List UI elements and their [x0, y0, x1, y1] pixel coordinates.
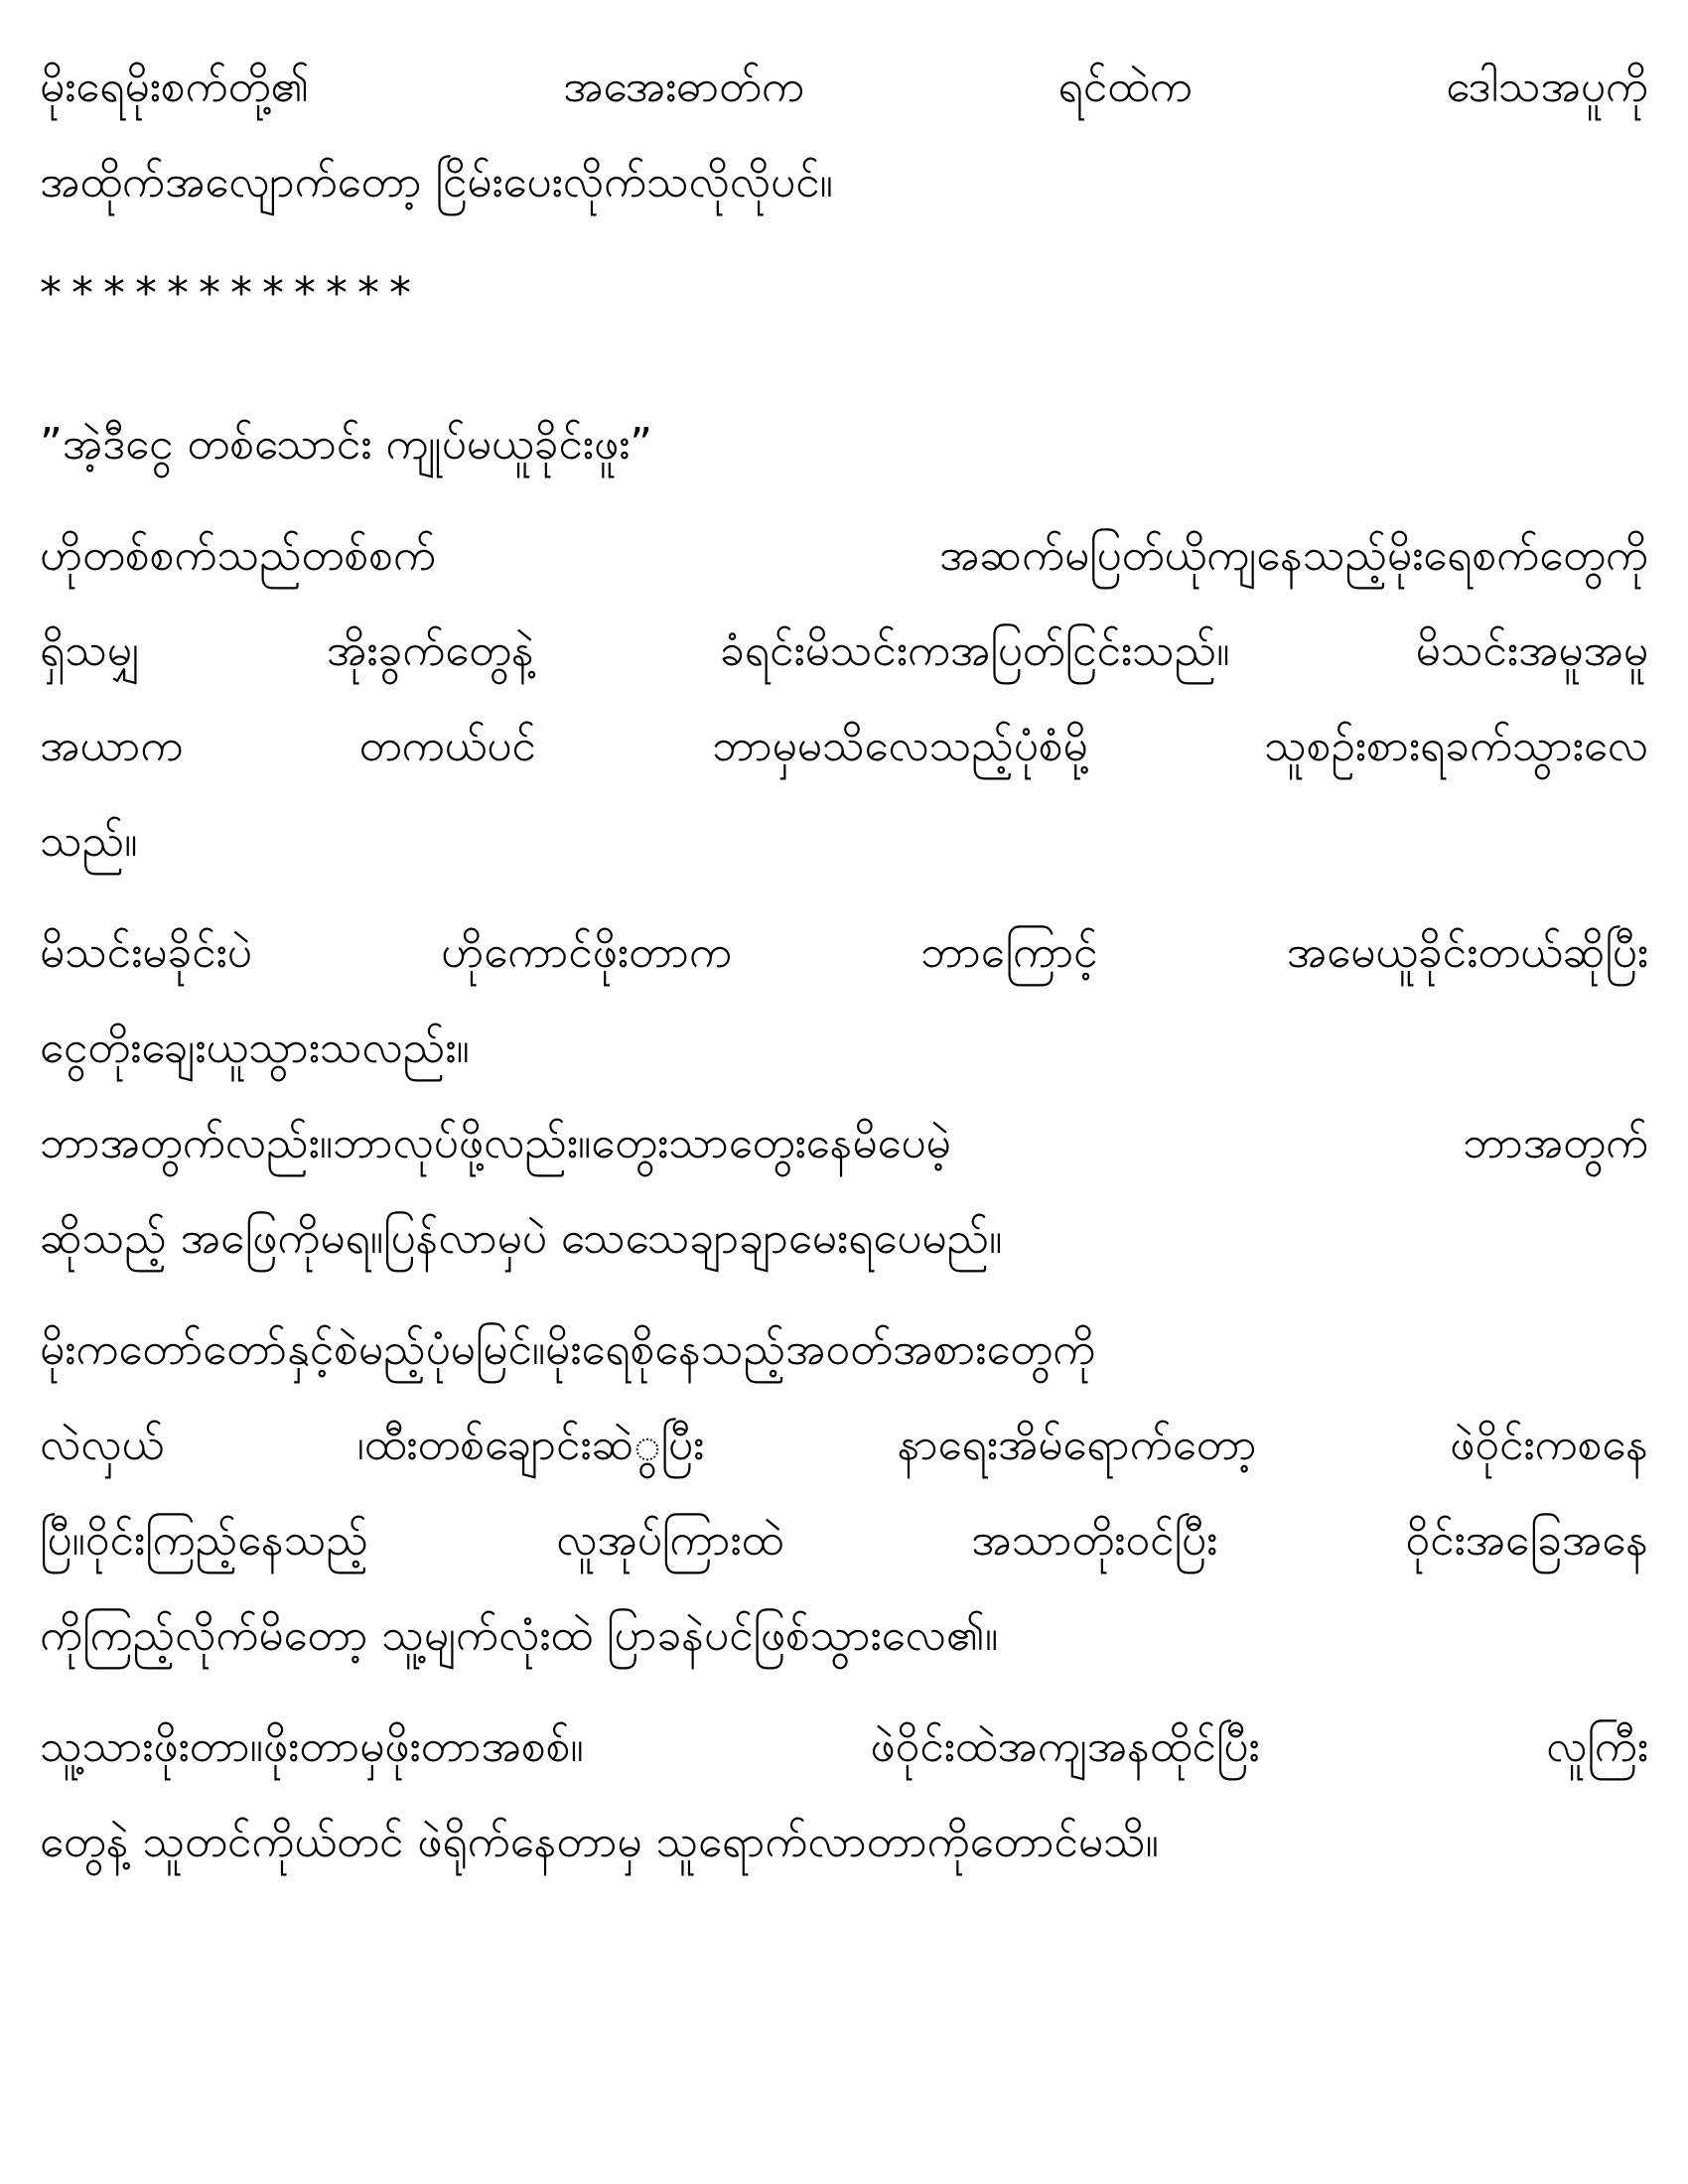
paragraph-phota: [40, 905, 1648, 1096]
paragraph-question: [40, 1096, 1648, 1287]
asterisk-divider: ************: [40, 268, 421, 319]
paragraph-son: [40, 1700, 1648, 1890]
text-line: အထိုက်အလျောက်တော့ ငြိမ်းပေးလိုက်သလိုလိုပင်။: [40, 157, 833, 207]
text-line: မိုးရေမိုးစက်တို့၏ အအေးဓာတ်က ရင်ထဲက ဒေါသအပူကို: [40, 62, 1648, 112]
paragraph-funeral: [40, 1302, 1648, 1684]
text-line: တွေနဲ့ သူတင်ကိုယ်တင် ဖဲရိုက်နေတာမှ သူရောက်လာတာကိုတောင်မသိ။: [40, 1817, 1159, 1867]
text-line: မိသင်းမခိုင်းပဲ ဟိုကောင်ဖိုးတာက ဘာကြောင့် အမေယူခိုင်းတယ်ဆိုပြီး: [40, 927, 1648, 978]
text-line: ပြီ။ဝိုင်းကြည့်နေသည့် လူအုပ်ကြားထဲ အသာတိုးဝင်ပြီး ဝိုင်းအခြေအနေ: [40, 1515, 1648, 1566]
text-line: ဆိုသည့် အဖြေကိုမရ။ပြန်လာမှပဲ သေသေချာချာမေးရပေမည်။: [40, 1213, 1003, 1264]
text-line: ကိုကြည့်လိုက်မိတော့ သူ့မျက်လုံးထဲ ပြာခနဲပင်ဖြစ်သွားလေ၏။: [40, 1610, 999, 1661]
document-page: [40, 40, 1648, 1890]
text-line: အယာက တကယ်ပင် ဘာမှမသိလေသည့်ပုံစံမို့ သူစဉ်းစားရခက်သွားလေ: [40, 721, 1648, 771]
text-line: သူ့သားဖိုးတာ။ဖိုးတာမှဖိုးတာအစစ်။ ဖဲဝိုင်းထဲအကျအနထိုင်ပြီး လူကြီး: [40, 1721, 1648, 1772]
paragraph-rain: [40, 40, 1648, 230]
section-separator: [40, 246, 1648, 341]
text-line: ဘာအတွက်လည်း။ဘာလုပ်ဖို့လည်း။တွေးသာတွေးနေမိပေမဲ့ ဘာအတွက်: [40, 1118, 1648, 1168]
text-line: ဟိုတစ်စက်သည်တစ်စက် အဆက်မပြတ်ယိုကျနေသည့်မိုးရေစက်တွေကို: [40, 530, 1648, 581]
text-line: လဲလှယ် ၊ထီးတစ်ချောင်းဆဲွပြီး နာရေးအိမ်ရောက်တော့ ဖဲဝိုင်းကစနေ: [40, 1420, 1648, 1470]
quoted-speech: ”အဲ့ဒီငွေ တစ်သောင်း ကျုပ်မယူခိုင်းဖူး”: [40, 419, 653, 470]
paragraph-quote: [40, 397, 1648, 492]
text-line: သည်။: [40, 816, 138, 867]
text-line: ငွေတိုးချေးယူသွားသလည်း။: [40, 1023, 470, 1073]
text-line: မိုးကတော်တော်နှင့်စဲမည့်ပုံမမြင်။မိုးရေစိုနေသည့်အဝတ်အစားတွေကို: [40, 1324, 1096, 1375]
text-line: ရှိသမျှ အိုးခွက်တွေနဲ့ ခံရင်းမိသင်းကအပြတ်ငြင်းသည်။ မိသင်းအမူအမူ: [40, 625, 1648, 676]
paragraph-mithin: [40, 508, 1648, 889]
